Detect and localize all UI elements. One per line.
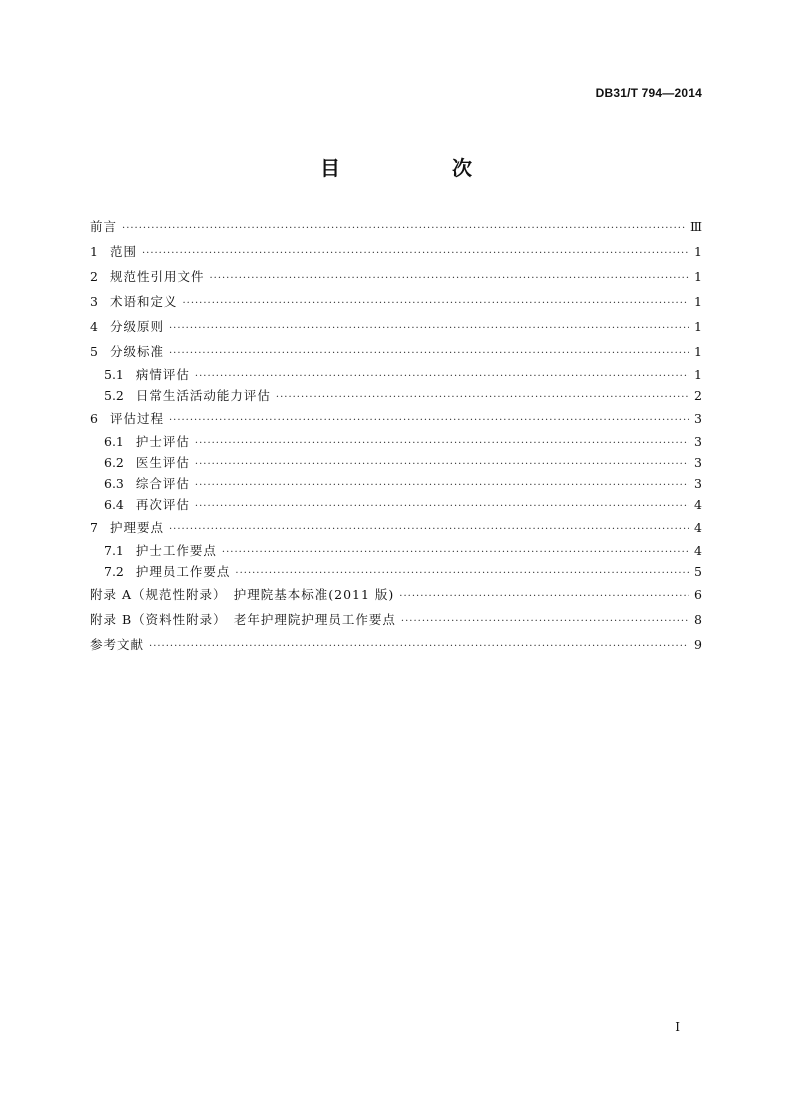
toc-entry-label: 附录 A（规范性附录） 护理院基本标准(2011 版) <box>90 587 395 602</box>
toc-entry-label: 范围 <box>109 244 137 259</box>
toc-entry-page: 4 <box>694 543 702 558</box>
toc-entry-number: 5.1 <box>104 367 124 382</box>
toc-entry-page: 2 <box>694 388 702 403</box>
toc-entry[interactable] <box>90 364 702 385</box>
toc-entry-label: 综合评估 <box>135 476 190 491</box>
toc-entry-page: 4 <box>694 520 702 535</box>
toc-dot-leader <box>195 454 689 475</box>
toc-dot-leader <box>169 316 689 341</box>
toc-entry-label: 护士评估 <box>135 434 190 449</box>
toc-entry-page: 1 <box>694 269 702 284</box>
toc-entry-page: 4 <box>694 497 702 512</box>
toc-entry-page: 1 <box>694 294 702 309</box>
table-of-contents <box>90 214 702 657</box>
toc-dot-leader <box>276 387 689 408</box>
toc-entry-label: 病情评估 <box>135 367 190 382</box>
toc-dot-leader <box>149 634 689 659</box>
toc-entry-number: 5 <box>90 344 98 359</box>
toc-entry-page: 1 <box>694 244 702 259</box>
toc-dot-leader <box>401 609 689 634</box>
toc-entry-label: 前言 <box>90 219 118 234</box>
toc-entry-label: 护士工作要点 <box>135 543 217 558</box>
toc-entry-number: 6 <box>90 411 98 426</box>
toc-dot-leader <box>182 291 689 316</box>
toc-entry-page: 8 <box>694 612 702 627</box>
toc-entry-page: 1 <box>694 367 702 382</box>
toc-entry-page: 1 <box>694 319 702 334</box>
toc-entry-number: 7.1 <box>104 543 124 558</box>
toc-entry-label: 医生评估 <box>135 455 190 470</box>
toc-entry[interactable] <box>90 214 702 239</box>
toc-entry[interactable] <box>90 385 702 406</box>
toc-entry-page: 3 <box>694 434 702 449</box>
toc-entry[interactable] <box>90 264 702 289</box>
toc-entry-number: 7.2 <box>104 564 124 579</box>
toc-entry-page: 3 <box>694 411 702 426</box>
toc-entry-label: 附录 B（资料性附录） 老年护理院护理员工作要点 <box>90 612 396 627</box>
toc-entry-page: Ⅲ <box>689 219 702 234</box>
page-number: I <box>675 1020 680 1034</box>
toc-entry[interactable] <box>90 494 702 515</box>
toc-entry[interactable] <box>90 607 702 632</box>
toc-dot-leader <box>399 584 689 609</box>
toc-entry[interactable] <box>90 582 702 607</box>
toc-entry[interactable] <box>90 632 702 657</box>
toc-entry[interactable] <box>90 431 702 452</box>
document-code: DB31/T 794—2014 <box>595 86 702 100</box>
toc-entry-number: 6.3 <box>104 476 124 491</box>
toc-entry[interactable] <box>90 540 702 561</box>
toc-entry-label: 日常生活活动能力评估 <box>135 388 271 403</box>
toc-entry-page: 1 <box>694 344 702 359</box>
toc-dot-leader <box>195 433 689 454</box>
toc-dot-leader <box>195 496 689 517</box>
toc-entry-label: 护理要点 <box>109 520 164 535</box>
toc-dot-leader <box>195 366 689 387</box>
toc-entry-page: 3 <box>694 455 702 470</box>
toc-entry-page: 5 <box>694 564 702 579</box>
toc-entry-number: 6.2 <box>104 455 124 470</box>
toc-entry-label: 参考文献 <box>90 637 145 652</box>
toc-entry-number: 5.2 <box>104 388 124 403</box>
toc-entry-page: 3 <box>694 476 702 491</box>
toc-entry-label: 分级标准 <box>109 344 164 359</box>
toc-entry-label: 再次评估 <box>135 497 190 512</box>
toc-entry-label: 术语和定义 <box>109 294 178 309</box>
toc-entry-label: 规范性引用文件 <box>109 269 205 284</box>
toc-entry-number: 4 <box>90 319 98 334</box>
toc-entry-number: 2 <box>90 269 98 284</box>
toc-entry-number: 6.1 <box>104 434 124 449</box>
toc-entry[interactable] <box>90 406 702 431</box>
toc-entry-label: 护理员工作要点 <box>135 564 231 579</box>
toc-entry-label: 评估过程 <box>109 411 164 426</box>
toc-dot-leader <box>235 563 689 584</box>
toc-entry-number: 7 <box>90 520 98 535</box>
toc-entry[interactable] <box>90 314 702 339</box>
toc-dot-leader <box>169 341 689 366</box>
toc-entry-label: 分级原则 <box>109 319 164 334</box>
toc-entry-page: 9 <box>694 637 702 652</box>
toc-entry[interactable] <box>90 289 702 314</box>
toc-entry[interactable] <box>90 561 702 582</box>
toc-entry[interactable] <box>90 515 702 540</box>
toc-entry-number: 3 <box>90 294 98 309</box>
toc-entry[interactable] <box>90 339 702 364</box>
toc-entry[interactable] <box>90 473 702 494</box>
toc-entry[interactable] <box>90 239 702 264</box>
toc-dot-leader <box>122 216 685 241</box>
toc-dot-leader <box>222 542 689 563</box>
toc-entry-number: 1 <box>90 244 98 259</box>
toc-title: 目 次 <box>320 156 518 180</box>
toc-entry-number: 6.4 <box>104 497 124 512</box>
toc-dot-leader <box>169 408 689 433</box>
toc-dot-leader <box>209 266 689 291</box>
toc-dot-leader <box>142 241 689 266</box>
toc-dot-leader <box>169 517 689 542</box>
toc-entry-page: 6 <box>694 587 702 602</box>
toc-entry[interactable] <box>90 452 702 473</box>
toc-dot-leader <box>195 475 689 496</box>
